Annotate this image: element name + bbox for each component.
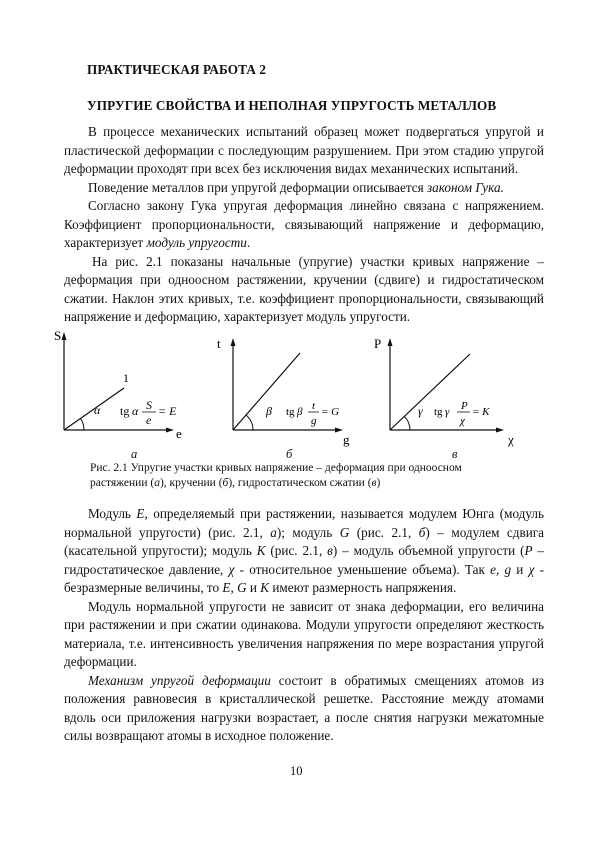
y-axis-label: t — [217, 336, 221, 351]
body-text — [64, 505, 544, 746]
elastic-modulus-term: модуль упругости — [146, 235, 247, 250]
formula-denominator: χ — [460, 415, 465, 427]
formula-denominator: e — [146, 413, 152, 427]
stress-strain-line — [233, 353, 300, 430]
figure-c-sublabel: в — [452, 447, 458, 461]
paragraph-4: На рис. 2.1 показаны начальные (упругие) участки кривых напряжение – деформация при одноосном растяжении, кручении (сдвиге) и гидростатическом сжатии. Наклон этих кривых, т.е. коэффициент пропорциональности, связывающий напряжение и деформацию, характеризует модуль упругости. — [64, 253, 544, 324]
figure-b-sublabel: б — [286, 447, 293, 461]
formula-rhs: = K — [472, 406, 490, 418]
paragraph-5: Модуль E, определяемый при растяжении, называется модулем Юнга (модуль нормальной упругости) (рис. 2.1, а); модуль G (рис. 2.1, б) – модулем сдвига (касательной упругости); модуль К (рис. 2.1, в) – модуль объемной упругости (Р – гидростатическое давление, χ - относительное уменьшение объема). Так e, g и χ - безразмерные величины, то E, G и K имеют размерность напряжения. — [64, 506, 545, 595]
formula-lhs: tg — [286, 406, 295, 418]
intro-text — [64, 123, 544, 327]
x-axis-arrow-icon — [166, 428, 174, 433]
y-axis-arrow-icon — [231, 338, 236, 346]
paragraph-3: Согласно закону Гука упругая деформация линейно связана с напряжением. Коэффициент пропорциональности, связывающий напряжение и деформацию, характеризует модуль упругости. — [64, 198, 544, 250]
formula-angle: α — [132, 404, 139, 418]
formula-lhs: tg — [434, 406, 443, 418]
formula-numerator: P — [461, 400, 468, 412]
angle-label: β — [266, 404, 272, 418]
x-axis-arrow-icon — [496, 428, 504, 433]
y-axis-label: P — [374, 336, 382, 351]
angle-label: α — [94, 403, 101, 417]
y-axis-arrow-icon — [62, 332, 67, 340]
page-number: 10 — [290, 764, 303, 778]
figure-a — [52, 330, 192, 450]
x-axis-label: e — [176, 426, 182, 441]
paragraph-7: Механизм упругой деформации состоит в обратимых смещениях атомов из положения равновесия в кристаллической решетке. Расстояние между атомами вдоль оси приложения нагрузки возрастает, а после снятия нагрузки межатомные силы возвращают атомы в исходное положение. — [64, 672, 544, 743]
y-axis-arrow-icon — [388, 338, 393, 346]
formula-angle: β — [297, 406, 303, 418]
formula-angle: γ — [445, 406, 450, 418]
formula-numerator: t — [312, 400, 316, 412]
angle-arc — [404, 416, 410, 430]
figure-caption: Рис. 2.1 Упругие участки кривых напряжение – деформация при одноосном растяжении (а), кручении (б), гидростатическом сжатии (в) — [90, 462, 462, 489]
formula-rhs: = G — [321, 406, 340, 418]
hooke-law-term: законом Гука. — [427, 179, 504, 195]
stress-strain-line — [390, 354, 470, 430]
angle-arc — [246, 415, 253, 430]
formula-denominator: g — [311, 415, 317, 427]
paragraph-1: В процессе механических испытаний образец может подвергаться упругой и пластической деформации с последующим разрушением. При этом стадию упругой деформации проходят при всех без исключения видах механических испытаний. — [64, 124, 544, 176]
mechanism-term: Механизм упругой деформации — [88, 672, 271, 688]
figure-a-graph — [52, 330, 192, 445]
page-subtitle: УПРУГИЕ СВОЙСТВА И НЕПОЛНАЯ УПРУГОСТЬ МЕТАЛЛОВ — [87, 98, 497, 113]
figure-c-graph — [370, 336, 530, 448]
x-axis-label: χ — [508, 432, 514, 447]
page-title: ПРАКТИЧЕСКАЯ РАБОТА 2 — [87, 62, 267, 77]
y-axis-label: S — [54, 330, 62, 343]
formula-numerator: S — [146, 398, 152, 412]
x-axis-label: g — [343, 432, 350, 447]
angle-label: γ — [418, 404, 423, 418]
formula-rhs: = E — [158, 404, 177, 418]
figure-c — [370, 336, 530, 453]
paragraph-2: Поведение металлов при упругой деформации описывается законом Гука. — [88, 179, 504, 195]
figure-b-graph — [213, 336, 363, 448]
figure-a-sublabel: а — [131, 447, 138, 461]
angle-arc — [81, 419, 85, 431]
paragraph-6: Модуль нормальной упругости не зависит от знака деформации, его величина при растяжении и при сжатии одинакова. Модули упругости определяют жесткость материала, т.е. интенсивность увеличения напряжения по мере возрастания упругой деформации. — [64, 598, 544, 669]
line-label: 1 — [123, 371, 129, 385]
formula-lhs: tg — [120, 404, 130, 418]
x-axis-arrow-icon — [335, 428, 343, 433]
figure-b — [213, 336, 363, 453]
